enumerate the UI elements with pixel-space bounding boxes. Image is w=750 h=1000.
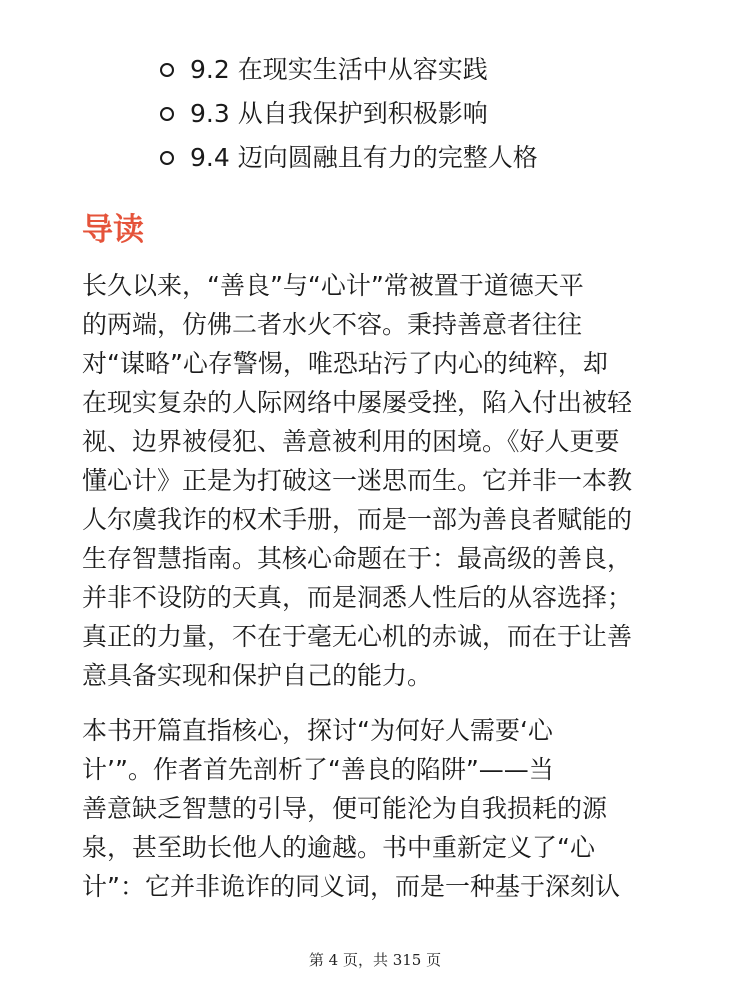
text-line: 本书开篇直指核心，探讨“为何好人需要‘心 xyxy=(82,716,553,745)
hollow-circle-bullet-icon xyxy=(160,107,174,121)
text-line: 计’”。作者首先剖析了“善良的陷阱”——当 xyxy=(82,755,554,784)
text-line: 人尔虞我诈的权术手册，而是一部为善良者赋能的 xyxy=(82,505,633,534)
text-line: 的两端，仿佛二者水火不容。秉持善意者往往 xyxy=(82,310,583,339)
text-line: 视、边界被侵犯、善意被利用的困境。《好人更要 xyxy=(82,427,620,456)
toc-item-label: 9.2 在现实生活中从容实践 xyxy=(190,55,488,84)
toc-item xyxy=(160,136,720,180)
text-line: 在现实复杂的人际网络中屡屡受挫，陷入付出被轻 xyxy=(82,388,633,417)
toc-item xyxy=(160,48,720,92)
text-line: 计”：它并非诡诈的同义词，而是一种基于深刻认 xyxy=(82,872,620,901)
text-line: 善意缺乏智慧的引导，便可能沦为自我损耗的源 xyxy=(82,794,608,823)
text-line: 并非不设防的天真，而是洞悉人性后的从容选择； xyxy=(82,583,633,612)
section-title: 导读 xyxy=(82,212,144,248)
toc-item-label: 9.3 从自我保护到积极影响 xyxy=(190,99,488,128)
hollow-circle-bullet-icon xyxy=(160,151,174,165)
text-line: 意具备实现和保护自己的能力。 xyxy=(82,661,433,690)
text-line: 长久以来，“善良”与“心计”常被置于道德天平 xyxy=(82,271,584,300)
table-of-contents xyxy=(160,48,720,180)
text-line: 懂心计》正是为打破这一迷思而生。它并非一本教 xyxy=(82,466,633,495)
page-number: 第 4 页，共 315 页 xyxy=(308,951,442,969)
text-line: 生存智慧指南。其核心命题在于：最高级的善良， xyxy=(82,544,633,573)
toc-item xyxy=(160,92,720,136)
paragraph-opening xyxy=(82,711,682,906)
toc-item-label: 9.4 迈向圆融且有力的完整人格 xyxy=(190,143,538,172)
body-text xyxy=(82,266,682,906)
text-line: 真正的力量，不在于毫无心机的赤诚，而在于让善 xyxy=(82,622,633,651)
text-line: 对“谋略”心存警惕，唯恐玷污了内心的纯粹，却 xyxy=(82,349,608,378)
hollow-circle-bullet-icon xyxy=(160,63,174,77)
paragraph-intro xyxy=(82,266,682,695)
text-line: 泉，甚至助长他人的逾越。书中重新定义了“心 xyxy=(82,833,595,862)
